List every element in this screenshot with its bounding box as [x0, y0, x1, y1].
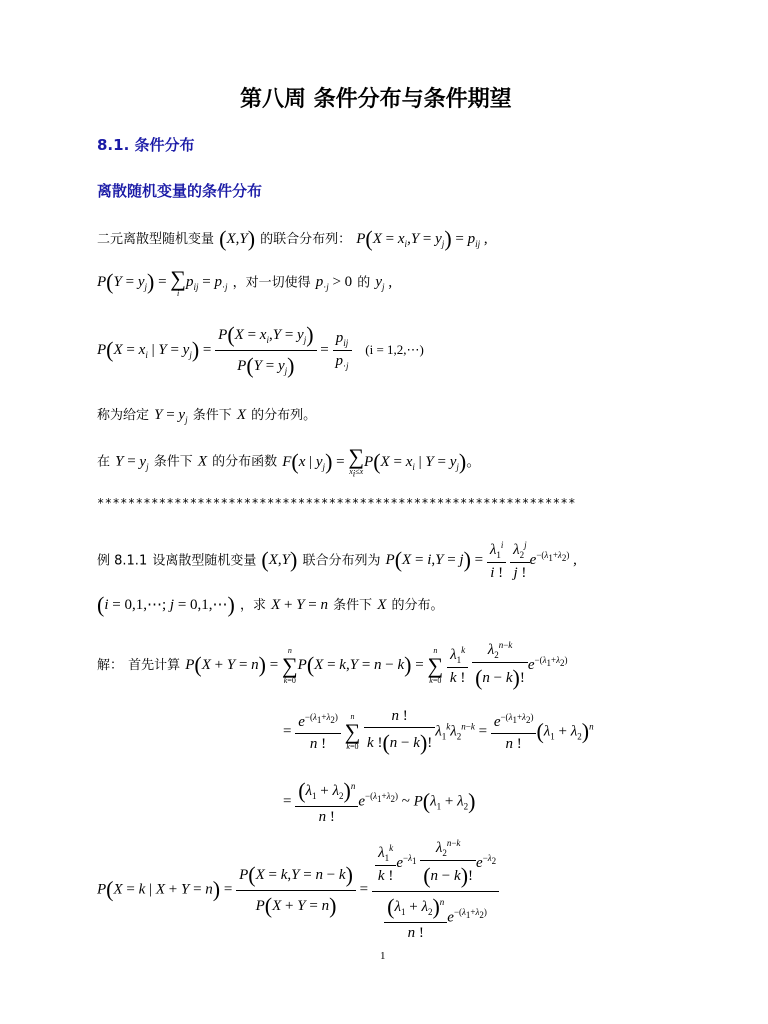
- example-label: 例 8.1.1: [97, 553, 148, 569]
- formula-joint: $P(X = x_i,Y = y_j) = p_{ij}$ ,: [356, 226, 488, 251]
- formula-cdf: F(x | $y_j$) = ∑ $x_i\le x$ $P(X = x_i$ | $Y = y_j$)。: [282, 444, 482, 479]
- para5-text1: 在: [97, 454, 111, 470]
- para1-text2: 的联合分布列：: [260, 232, 352, 247]
- formula-conditional: $P(X = x_i$ | $Y = y_j$) = $\frac{P(X = x_i,Y = y_j)}{P(Y = y_j)}$ = $\frac{p_{ij}}{p_{\cdot j}}$ (i = 1,2,⋯): [97, 322, 424, 378]
- para5-text2: 条件下: [153, 454, 193, 470]
- page-number: 1: [380, 950, 386, 962]
- example-text2: 联合分布列为: [302, 553, 381, 569]
- example-text4: 条件下: [333, 598, 373, 613]
- paragraph-marginal: [97, 268, 392, 298]
- formula-indices: (i = 0,1,⋯; j = 0,1,⋯): [97, 592, 235, 617]
- formula-poisson-joint: P(X = i,Y = j) = $\frac{\lambda_1^i}{i !}$ $\frac{\lambda_2^j}{j !}$ $e^{-(\lambda_1+\lambda_2)}$ ,: [385, 540, 577, 581]
- paragraph-distribution-function: [97, 446, 481, 479]
- example-statement: [97, 540, 577, 582]
- formula-conditional-result: P(X = k | X + Y = n) = $\frac{P(X = k,Y = n - k)}{P(X + Y = n)}$ = $\frac{\lambda_1^k}{k !}$ $e^{-\lambda_1}$ $\frac{\lambda_2^{n-k}}{(n - k)!}$ $e^{-\lambda_2}$ $\frac{(\lambda_1 + \lambda_2)^n}{n !}$ $e^{-(\lambda_1+\lambda_2)}$: [97, 838, 499, 942]
- formula-xy: (X,Y): [219, 226, 256, 251]
- subsection-heading: 离散随机变量的条件分布: [97, 182, 263, 200]
- fraction-conditional: $\frac{P(X = x_i,Y = y_j)}{P(Y = y_j)}$: [215, 322, 316, 379]
- formula-x-2: X: [197, 453, 207, 470]
- para4-text2: 条件下: [192, 408, 232, 423]
- example-text5: 的分布。: [391, 598, 444, 613]
- solution-text: 首先计算: [128, 657, 181, 673]
- example-statement-2: [97, 592, 444, 618]
- formula-yj: $y_j$ ,: [375, 274, 393, 293]
- para4-text3: 的分布列。: [251, 408, 317, 423]
- para5-text3: 的分布函数: [212, 454, 278, 470]
- fraction-pij: $\frac{p_{ij}}{p_{\cdot j}}$: [333, 330, 352, 371]
- formula-x: X: [236, 407, 246, 423]
- formula-sum-step2: = $\frac{e^{-(\lambda_1+\lambda_2)}}{n !}$ n ∑ k=0 $\frac{n !}{k !(n - k)!}$ $\lambda_1^k\lambda_2^{n-k}$ = $\frac{e^{-(\lambda_1+\lambda_2)}}{n !}$ $(\lambda_1 + \lambda_2)^n$: [283, 708, 594, 755]
- para1-text: 二元离散型随机变量: [97, 232, 215, 247]
- formula-sum-step1: P(X + Y = n) = n ∑ k=0 P(X = k,Y = n − k) = n ∑ k=0 $\frac{\lambda_1^k}{k !}$ $\frac{\lambda_2^{n-k}}{(n - k)!}$ $e^{-(\lambda_1+\lambda_2)}$: [185, 640, 568, 690]
- page-title: 第八周 条件分布与条件期望: [240, 87, 512, 112]
- formula-positive: $p_{\cdot j} > 0$: [315, 274, 353, 293]
- paragraph-joint-distribution: [97, 226, 488, 252]
- example-text1: 设离散型随机变量: [152, 553, 257, 569]
- formula-xy-2: (X,Y): [261, 547, 298, 573]
- formula-marginal: $P(Y = y_j)$ = ∑ i $p_{ij} = p_{\cdot j}$: [97, 266, 228, 298]
- divider-stars: **************************************************************: [97, 496, 576, 510]
- formula-y-eq-yj-2: $Y = y_j$: [115, 453, 149, 472]
- solution-label: 解：: [97, 657, 124, 673]
- paragraph-called: [97, 404, 316, 425]
- para2-text: ，对一切使得: [232, 275, 311, 291]
- formula-x-3: X: [377, 597, 387, 613]
- formula-sum-step3: = $\frac{(\lambda_1 + \lambda_2)^n}{n !}$ $e^{-(\lambda_1+\lambda_2)}$ ~ $P(\lambda_1 + \lambda_2)$: [283, 778, 476, 825]
- para4-text1: 称为给定: [97, 408, 150, 423]
- section-heading: 8.1. 条件分布: [97, 136, 195, 154]
- index-note: (i = 1,2,⋯): [365, 341, 424, 357]
- solution-line-1: [97, 640, 568, 691]
- example-text3: ，求: [239, 598, 266, 613]
- formula-y-eq-yj: $Y = y_j$: [154, 407, 188, 425]
- para2-text2: 的: [357, 275, 371, 291]
- formula-x-plus-y: X + Y = n: [271, 597, 329, 613]
